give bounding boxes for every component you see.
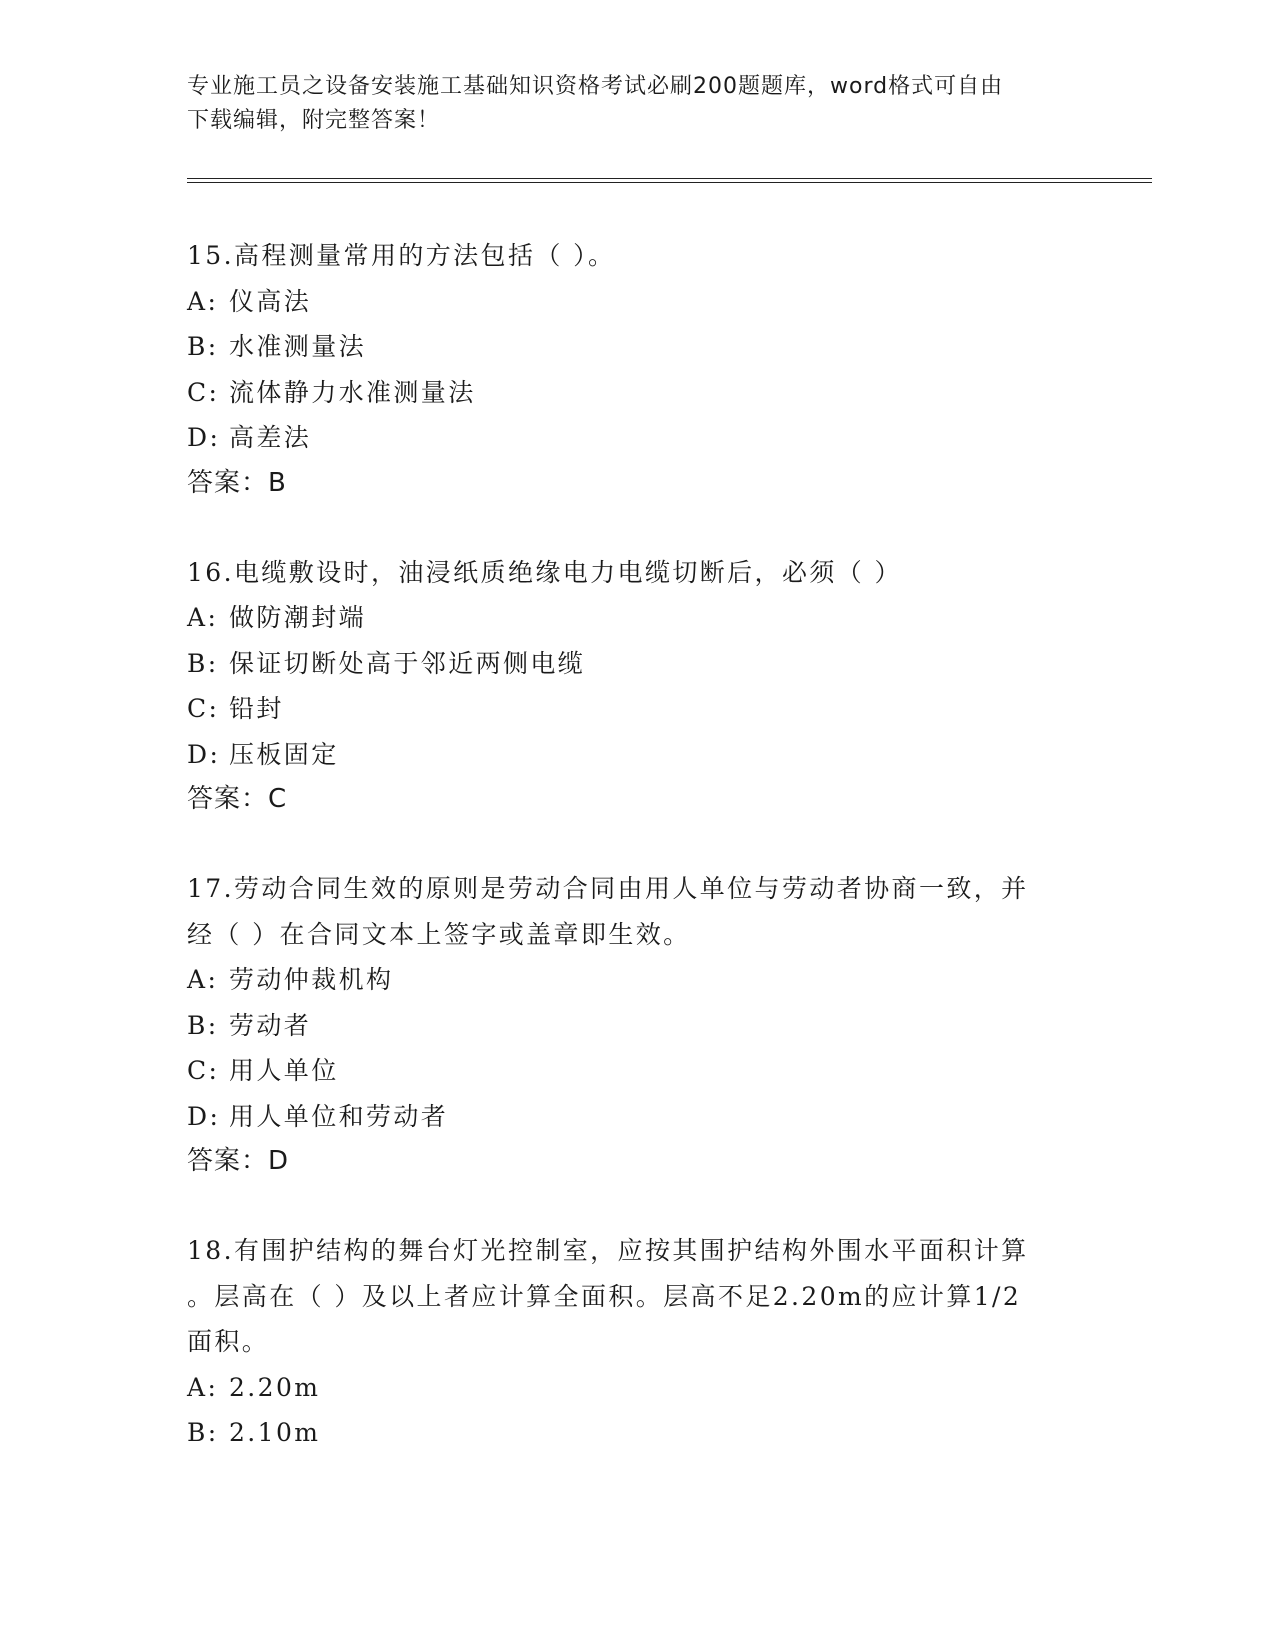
answer-line: 答案：D [187, 1146, 290, 1176]
option-b [187, 641, 1067, 687]
question-list [187, 233, 1067, 1500]
header-line-1: 专业施工员之设备安装施工基础知识资格考试必刷200题题库，word格式可自由 [187, 74, 1004, 99]
option-a [187, 595, 1067, 641]
question-16 [187, 550, 1067, 823]
option-text: 做防潮封端 [229, 603, 367, 632]
question-stem-cont: 经（ ）在合同文本上签字或盖章即生效。 [187, 919, 691, 949]
question-15 [187, 233, 1067, 506]
option-c [187, 370, 1067, 416]
option-d [187, 1094, 1067, 1140]
option-c [187, 1048, 1067, 1094]
question-stem: 16.电缆敷设时，油浸纸质绝缘电力电缆切断后，必须（ ） [187, 557, 902, 587]
option-text: 用人单位和劳动者 [229, 1101, 449, 1131]
option-text: 用人单位 [229, 1056, 339, 1085]
option-letter: C: [187, 1056, 220, 1085]
option-text: 2.10m [229, 1418, 321, 1447]
option-text: 劳动者 [229, 1010, 312, 1040]
option-text: 流体静力水准测量法 [229, 377, 476, 407]
question-stem-cont: 面积。 [187, 1327, 270, 1356]
option-letter: A: [187, 286, 219, 316]
option-letter: A: [187, 603, 219, 632]
option-text: 水准测量法 [229, 332, 367, 361]
header-line-2: 下载编辑，附完整答案！ [187, 108, 441, 133]
answer-line: 答案：B [187, 467, 287, 498]
option-a [187, 279, 1067, 325]
option-a [187, 957, 1067, 1003]
header-divider [187, 178, 1152, 183]
option-letter: D: [187, 423, 221, 452]
question-18 [187, 1228, 1067, 1456]
answer-line: 答案：C [187, 784, 288, 814]
question-stem: 17.劳动合同生效的原则是劳动合同由用人单位与劳动者协商一致，并 [187, 874, 1029, 903]
option-text: 2.20m [229, 1372, 321, 1402]
option-text: 保证切断处高于邻近两侧电缆 [229, 648, 586, 678]
question-stem-cont: 。层高在（ ）及以上者应计算全面积。层高不足2.20m的应计算1/2 [187, 1281, 1022, 1311]
option-letter: B: [187, 1418, 219, 1447]
option-letter: C: [187, 694, 220, 723]
document-header [187, 70, 1067, 138]
option-letter: B: [187, 1010, 219, 1040]
question-stem: 15.高程测量常用的方法包括（ ）。 [187, 241, 616, 270]
option-letter: B: [187, 648, 219, 678]
option-letter: A: [187, 965, 219, 994]
option-text: 压板固定 [229, 739, 339, 769]
option-letter: C: [187, 377, 220, 407]
question-stem: 18.有围护结构的舞台灯光控制室，应按其围护结构外围水平面积计算 [187, 1236, 1029, 1265]
option-letter: D: [187, 739, 221, 769]
option-b [187, 1410, 1067, 1456]
question-17 [187, 866, 1067, 1184]
option-text: 仪高法 [229, 286, 312, 316]
option-text: 劳动仲裁机构 [229, 965, 394, 994]
option-text: 铅封 [229, 694, 284, 723]
option-letter: A: [187, 1372, 219, 1402]
option-d [187, 732, 1067, 778]
option-text: 高差法 [229, 423, 312, 452]
option-letter: D: [187, 1101, 221, 1131]
option-a [187, 1365, 1067, 1411]
option-letter: B: [187, 332, 219, 361]
option-b [187, 1003, 1067, 1049]
option-d [187, 415, 1067, 461]
option-c [187, 686, 1067, 732]
option-b [187, 324, 1067, 370]
